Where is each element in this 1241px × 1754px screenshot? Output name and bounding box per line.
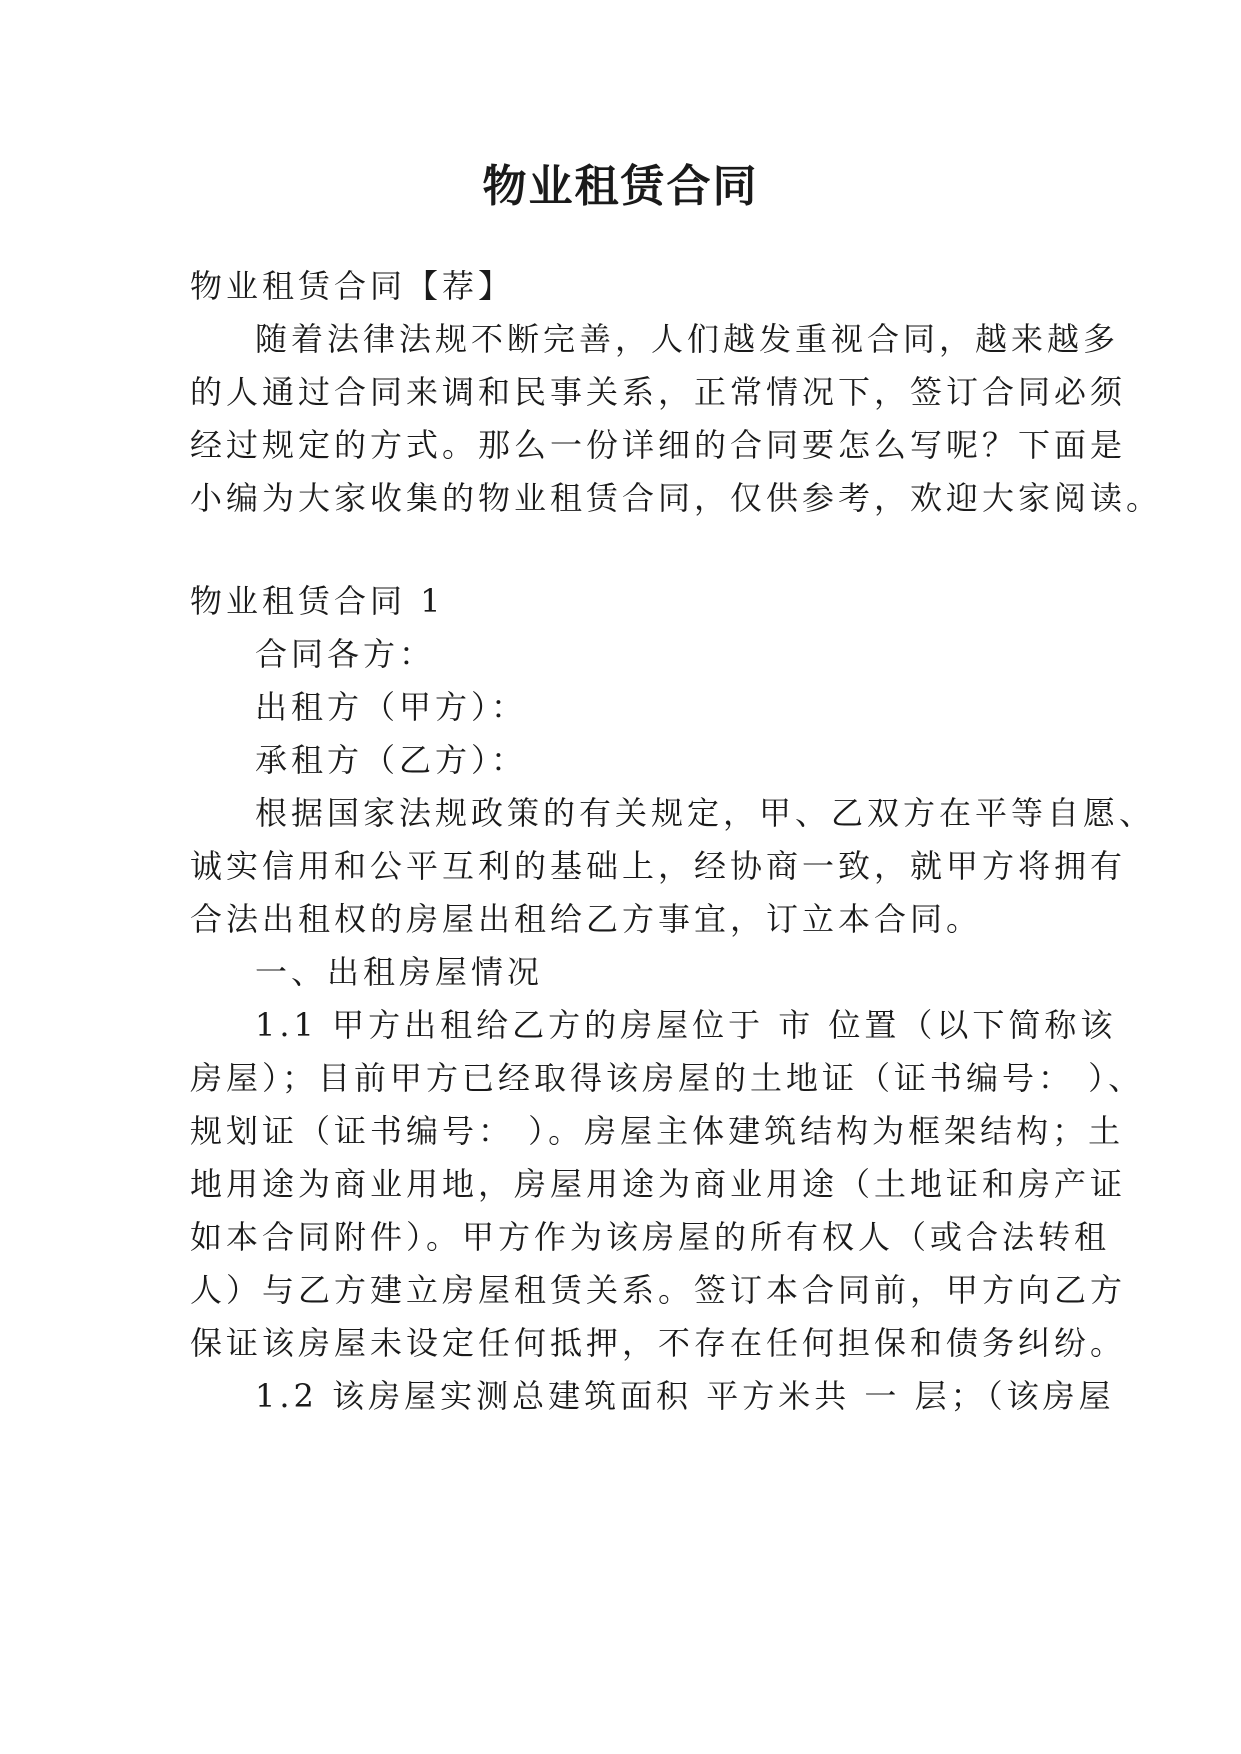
clause-1-1-line-3: 规划证（证书编号： ）。房屋主体建筑结构为框架结构；土 — [190, 1112, 1125, 1150]
clause-1-1-line-2: 房屋）；目前甲方已经取得该房屋的土地证（证书编号： ）、 — [190, 1059, 1145, 1097]
clause-1-1-line-5: 如本合同附件）。甲方作为该房屋的所有权人（或合法转租 — [190, 1218, 1111, 1256]
intro-line-2: 的人通过合同来调和民事关系，正常情况下，签订合同必须 — [190, 373, 1127, 411]
preamble-line-1: 根据国家法规政策的有关规定，甲、乙双方在平等自愿、 — [255, 794, 1156, 832]
lessor-line: 出租方（甲方）： — [255, 688, 528, 726]
document-title: 物业租赁合同 — [482, 161, 759, 212]
intro-line-1: 随着法律法规不断完善，人们越发重视合同，越来越多 — [255, 320, 1120, 358]
clause-1-1-line-7: 保证该房屋未设定任何抵押，不存在任何担保和债务纠纷。 — [190, 1324, 1127, 1362]
subtitle-line: 物业租赁合同【荐】 — [190, 267, 515, 305]
preamble-line-3: 合法出租权的房屋出租给乙方事宜，订立本合同。 — [190, 900, 983, 938]
clause-heading: 一、出租房屋情况 — [255, 953, 544, 991]
clause-1-1-line-4: 地用途为商业用地，房屋用途为商业用途（土地证和房产证 — [190, 1165, 1127, 1203]
clause-1-1-line-1: 1.1 甲方出租给乙方的房屋位于 市 位置（以下简称该 — [255, 1006, 1117, 1044]
section-heading: 物业租赁合同 1 — [190, 582, 445, 620]
parties-line: 合同各方： — [255, 635, 436, 673]
lessee-line: 承租方（乙方）： — [255, 741, 528, 779]
intro-line-4: 小编为大家收集的物业租赁合同，仅供参考，欢迎大家阅读。 — [190, 479, 1163, 517]
clause-1-1-line-6: 人）与乙方建立房屋租赁关系。签订本合同前，甲方向乙方 — [190, 1271, 1127, 1309]
preamble-line-2: 诚实信用和公平互利的基础上，经协商一致，就甲方将拥有 — [190, 847, 1127, 885]
intro-line-3: 经过规定的方式。那么一份详细的合同要怎么写呢？下面是 — [190, 426, 1127, 464]
clause-1-2-line-1: 1.2 该房屋实测总建筑面积 平方米共 一 层；（该房屋 — [255, 1377, 1115, 1415]
